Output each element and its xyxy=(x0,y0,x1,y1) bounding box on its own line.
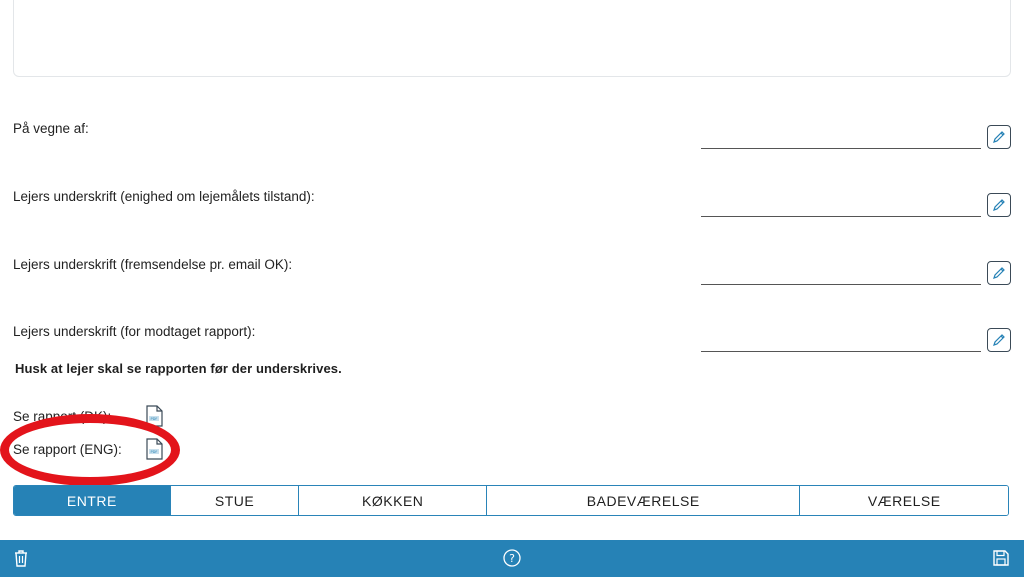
svg-text:PDF: PDF xyxy=(150,417,158,422)
highlight-ellipse xyxy=(0,414,180,486)
svg-text:?: ? xyxy=(509,552,515,565)
help-button[interactable] xyxy=(502,548,522,568)
sign-button[interactable] xyxy=(987,261,1011,285)
signature-row-on-behalf xyxy=(0,120,1024,160)
tab-stue[interactable]: STUE xyxy=(171,486,300,515)
tab-badevaerelse[interactable]: BADEVÆRELSE xyxy=(487,486,800,515)
save-icon xyxy=(991,548,1011,568)
sign-button[interactable] xyxy=(987,328,1011,352)
save-button[interactable] xyxy=(991,548,1011,568)
tab-kokken[interactable]: KØKKEN xyxy=(299,486,487,515)
signing-note: Husk at lejer skal se rapporten før der underskrives. xyxy=(15,361,342,376)
sign-button[interactable] xyxy=(987,125,1011,149)
sign-button[interactable] xyxy=(987,193,1011,217)
tab-vaerelse[interactable]: VÆRELSE xyxy=(800,486,1008,515)
signature-label: Lejers underskrift (fremsendelse pr. email OK): xyxy=(13,257,293,272)
signature-row-received xyxy=(0,323,1024,363)
help-icon xyxy=(502,548,522,568)
report-label: Se rapport (DK): xyxy=(13,408,112,424)
signature-line[interactable] xyxy=(701,351,981,352)
signature-line[interactable] xyxy=(701,284,981,285)
comment-textarea[interactable] xyxy=(13,0,1011,77)
signature-row-email xyxy=(0,256,1024,296)
trash-icon xyxy=(11,548,31,568)
room-tabbar xyxy=(13,485,1009,516)
bottom-toolbar xyxy=(0,540,1024,577)
signature-label: På vegne af: xyxy=(13,121,89,136)
signature-line[interactable] xyxy=(701,148,981,149)
delete-button[interactable] xyxy=(11,548,31,568)
tab-entre[interactable]: ENTRE xyxy=(14,486,171,515)
signature-line[interactable] xyxy=(701,216,981,217)
pen-icon xyxy=(991,129,1007,145)
report-label: Se rapport (ENG): xyxy=(13,441,122,457)
signature-label: Lejers underskrift (enighed om lejemålets tilstand): xyxy=(13,189,315,204)
signature-row-condition xyxy=(0,188,1024,228)
svg-text:PDF: PDF xyxy=(150,450,158,455)
signature-label: Lejers underskrift (for modtaget rapport): xyxy=(13,324,256,339)
pen-icon xyxy=(991,197,1007,213)
pen-icon xyxy=(991,332,1007,348)
pen-icon xyxy=(991,265,1007,281)
